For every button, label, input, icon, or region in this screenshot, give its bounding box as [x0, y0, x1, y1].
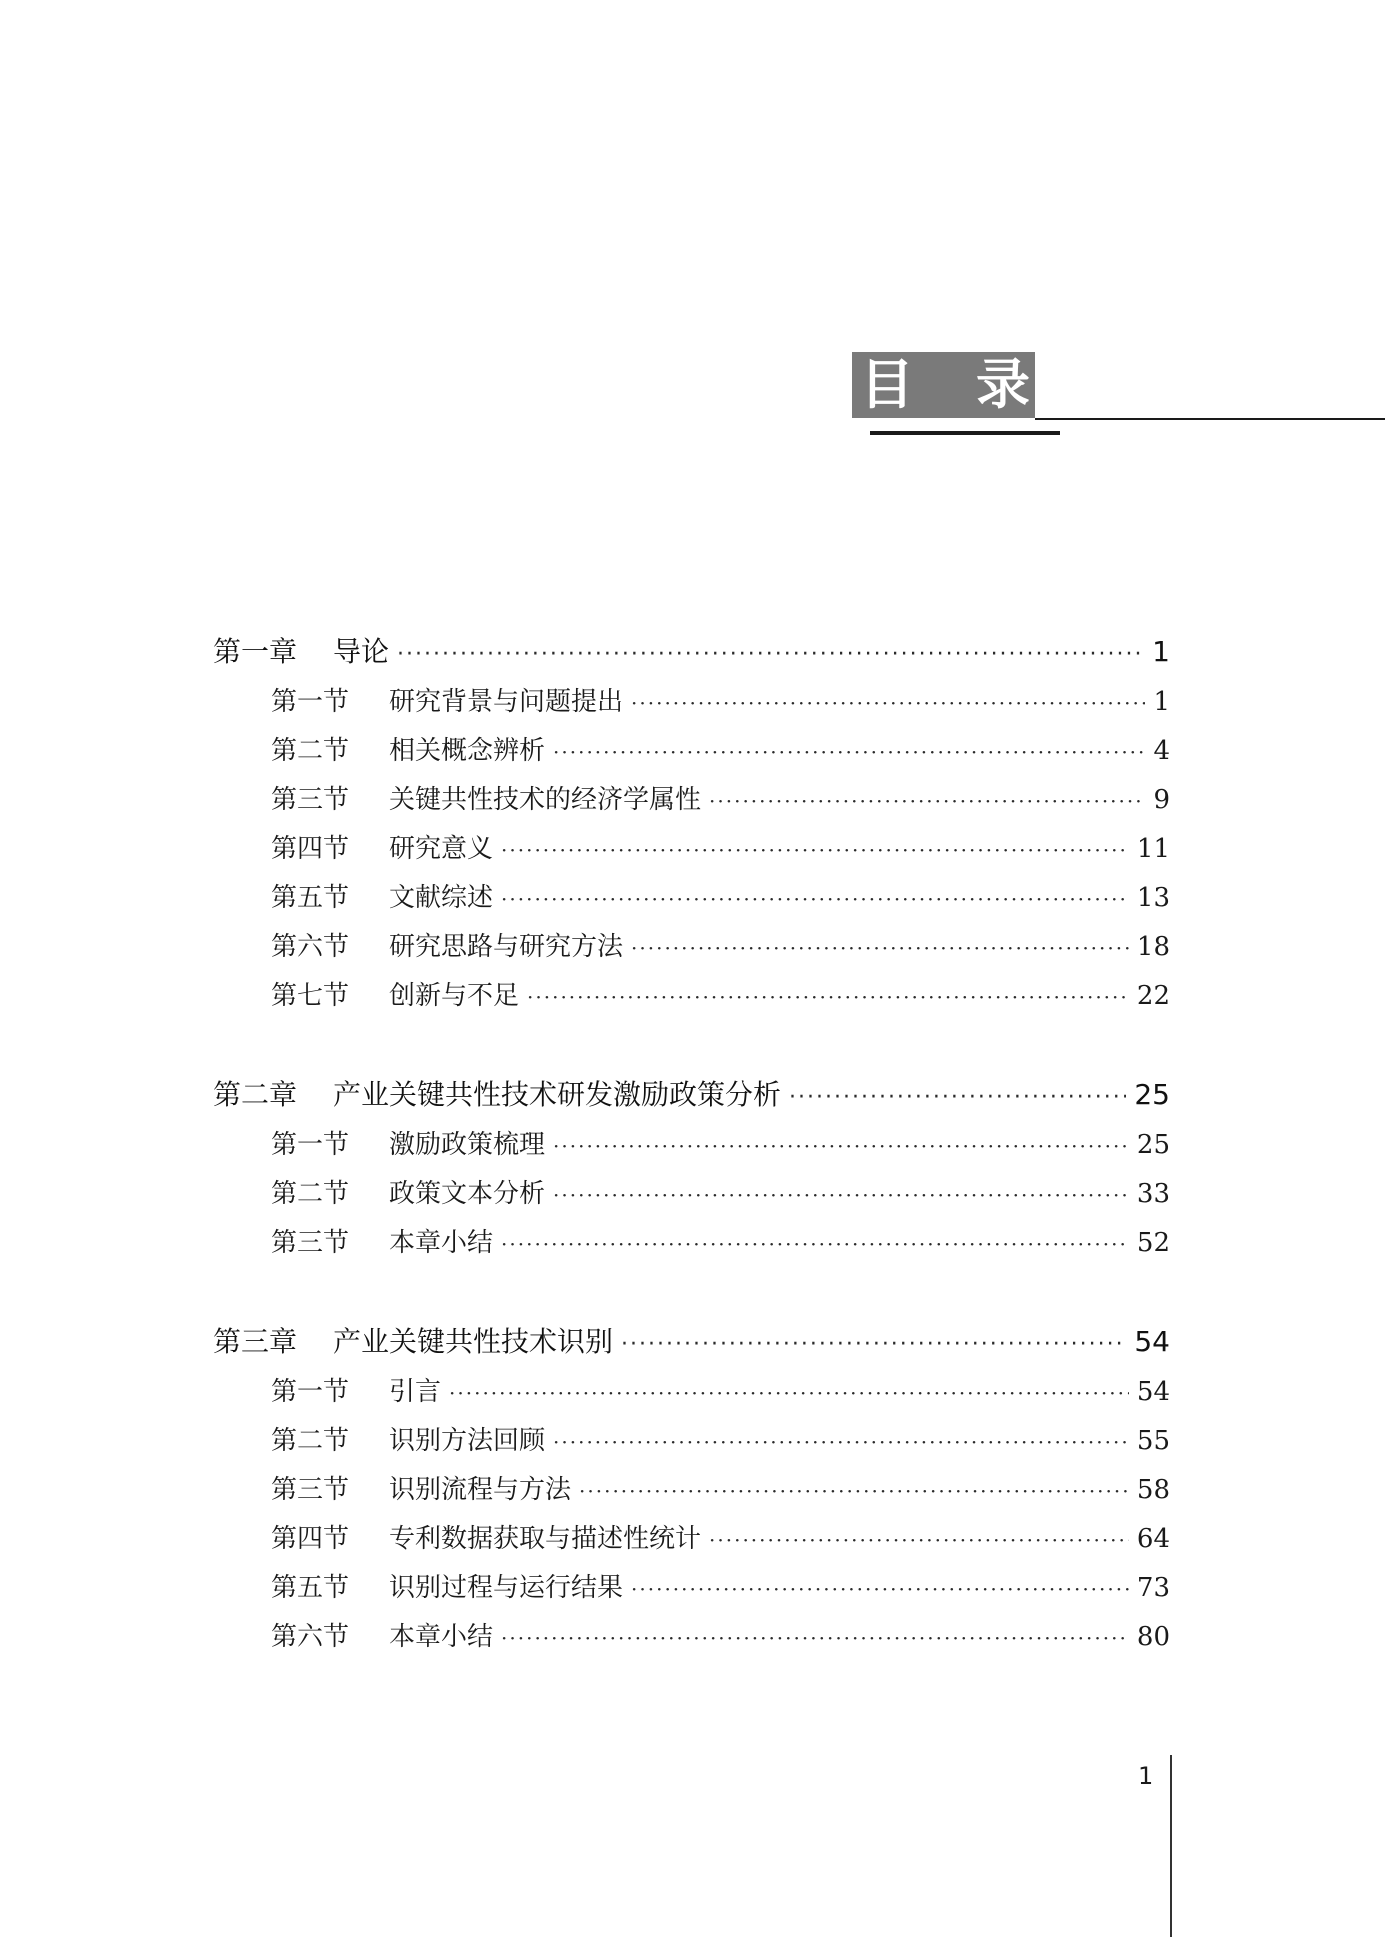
dot-leader [621, 1332, 1126, 1357]
dot-leader [631, 691, 1145, 715]
section-label: 第七节 [271, 981, 350, 1011]
chapter-page: 54 [1134, 1325, 1170, 1358]
dot-leader [449, 1381, 1129, 1405]
section-label: 第四节 [271, 1524, 350, 1554]
section-title: 识别流程与方法 [389, 1475, 572, 1505]
page-number: 1 [1138, 1762, 1154, 1790]
toc-section-1-3[interactable] [271, 779, 1170, 816]
section-title: 文献综述 [389, 883, 494, 913]
dot-leader [397, 642, 1144, 667]
section-title: 关键共性技术的经济学属性 [389, 785, 702, 815]
toc-section-2-3[interactable] [271, 1222, 1170, 1259]
section-label: 第六节 [271, 932, 350, 962]
section-page: 73 [1136, 1573, 1170, 1603]
dot-leader [527, 985, 1129, 1009]
section-page: 52 [1136, 1228, 1170, 1258]
dot-leader [501, 887, 1129, 911]
section-label: 第一节 [271, 1377, 350, 1407]
chapter-label: 第三章 [213, 1325, 298, 1358]
section-label: 第六节 [271, 1622, 350, 1652]
toc-chapter-3[interactable] [213, 1320, 1170, 1360]
chapter-page: 1 [1152, 635, 1170, 668]
chapter-label: 第二章 [213, 1078, 298, 1111]
toc-heading-char-1: 目 [860, 353, 914, 416]
section-page: 25 [1136, 1130, 1170, 1160]
dot-leader [501, 838, 1129, 862]
toc-section-3-4[interactable] [271, 1518, 1170, 1555]
section-page: 33 [1136, 1179, 1170, 1209]
section-title: 专利数据获取与描述性统计 [389, 1524, 702, 1554]
section-title: 研究背景与问题提出 [389, 687, 624, 717]
section-title: 研究思路与研究方法 [389, 932, 624, 962]
chapter-title: 产业关键共性技术研发激励政策分析 [333, 1078, 782, 1111]
dot-leader [553, 1183, 1129, 1207]
section-label: 第二节 [271, 736, 350, 766]
section-page: 55 [1136, 1426, 1170, 1456]
chapter-page: 25 [1134, 1078, 1170, 1111]
toc-section-1-1[interactable] [271, 681, 1170, 718]
section-label: 第一节 [271, 1130, 350, 1160]
toc-section-1-7[interactable] [271, 975, 1170, 1012]
toc-section-3-1[interactable] [271, 1371, 1170, 1408]
section-label: 第一节 [271, 687, 350, 717]
toc-section-3-6[interactable] [271, 1616, 1170, 1653]
section-page: 1 [1153, 687, 1170, 717]
chapter-label: 第一章 [213, 635, 298, 668]
toc-section-2-2[interactable] [271, 1173, 1170, 1210]
section-label: 第四节 [271, 834, 350, 864]
dot-leader [553, 740, 1145, 764]
toc-section-3-2[interactable] [271, 1420, 1170, 1457]
section-label: 第二节 [271, 1179, 350, 1209]
dot-leader [553, 1134, 1129, 1158]
section-title: 识别过程与运行结果 [389, 1573, 624, 1603]
chapter-title: 导论 [333, 635, 390, 668]
dot-leader [553, 1430, 1129, 1454]
section-title: 本章小结 [389, 1622, 494, 1652]
section-page: 54 [1136, 1377, 1170, 1407]
margin-rule [1170, 1755, 1172, 1937]
section-page: 80 [1136, 1622, 1170, 1652]
section-page: 11 [1136, 834, 1170, 864]
section-title: 创新与不足 [389, 981, 520, 1011]
section-label: 第二节 [271, 1426, 350, 1456]
dot-leader [789, 1085, 1126, 1110]
section-label: 第五节 [271, 1573, 350, 1603]
dot-leader [501, 1232, 1129, 1256]
section-label: 第三节 [271, 785, 350, 815]
dot-leader [631, 936, 1129, 960]
section-title: 研究意义 [389, 834, 494, 864]
dot-leader [501, 1626, 1129, 1650]
toc-chapter-1[interactable] [213, 630, 1170, 670]
section-label: 第三节 [271, 1228, 350, 1258]
section-title: 相关概念辨析 [389, 736, 546, 766]
toc-section-3-3[interactable] [271, 1469, 1170, 1506]
section-page: 64 [1136, 1524, 1170, 1554]
toc-chapter-2[interactable] [213, 1073, 1170, 1113]
section-title: 激励政策梳理 [389, 1130, 546, 1160]
section-title: 本章小结 [389, 1228, 494, 1258]
section-page: 58 [1136, 1475, 1170, 1505]
dot-leader [709, 1528, 1129, 1552]
dot-leader [631, 1577, 1129, 1601]
toc-section-1-6[interactable] [271, 926, 1170, 963]
section-page: 13 [1136, 883, 1170, 913]
section-page: 22 [1136, 981, 1170, 1011]
toc-section-1-5[interactable] [271, 877, 1170, 914]
chapter-title: 产业关键共性技术识别 [333, 1325, 614, 1358]
toc-section-3-5[interactable] [271, 1567, 1170, 1604]
section-title: 识别方法回顾 [389, 1426, 546, 1456]
toc-heading-char-2: 录 [976, 353, 1030, 416]
section-label: 第三节 [271, 1475, 350, 1505]
toc-section-2-1[interactable] [271, 1124, 1170, 1161]
section-page: 18 [1136, 932, 1170, 962]
toc-section-1-2[interactable] [271, 730, 1170, 767]
section-label: 第五节 [271, 883, 350, 913]
dot-leader [579, 1479, 1129, 1503]
toc-section-1-4[interactable] [271, 828, 1170, 865]
section-page: 9 [1153, 785, 1170, 815]
dot-leader [709, 789, 1145, 813]
section-page: 4 [1153, 736, 1170, 766]
section-title: 政策文本分析 [389, 1179, 546, 1209]
section-title: 引言 [389, 1377, 442, 1407]
